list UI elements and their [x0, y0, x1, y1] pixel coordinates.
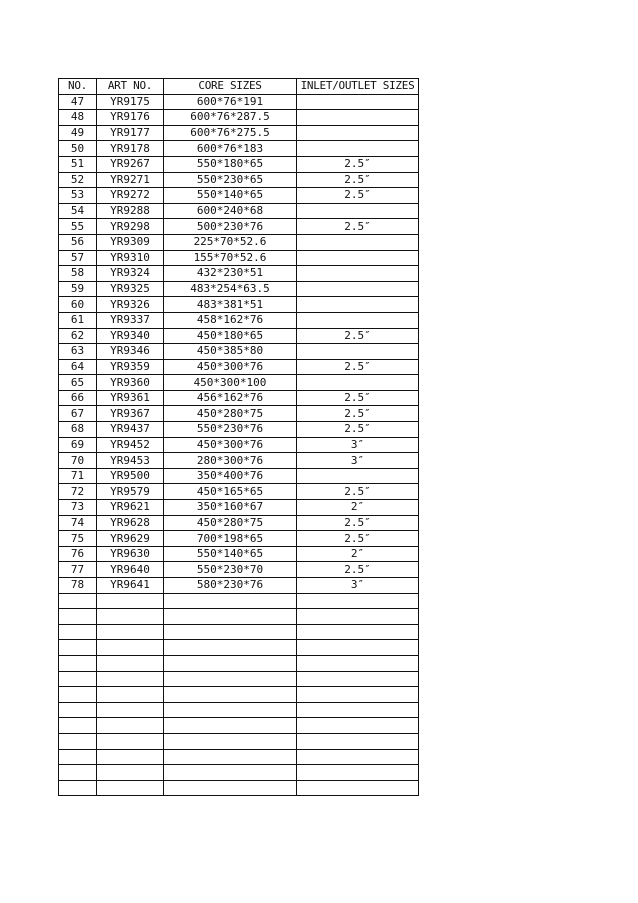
cell-art-no: YR9298 [97, 219, 164, 235]
table-row [59, 500, 419, 516]
cell-inlet-outlet-sizes [297, 312, 419, 328]
cell-inlet-outlet-sizes [297, 141, 419, 157]
table-row [59, 546, 419, 562]
cell-art-no: YR9367 [97, 406, 164, 422]
cell-core-sizes [164, 702, 297, 718]
cell-inlet-outlet-sizes: 2.5″ [297, 422, 419, 438]
cell-no: 53 [59, 188, 97, 204]
cell-inlet-outlet-sizes [297, 671, 419, 687]
cell-inlet-outlet-sizes: 2″ [297, 546, 419, 562]
cell-inlet-outlet-sizes [297, 655, 419, 671]
cell-inlet-outlet-sizes: 2.5″ [297, 172, 419, 188]
cell-core-sizes: 225*70*52.6 [164, 234, 297, 250]
cell-inlet-outlet-sizes [297, 375, 419, 391]
table-row [59, 188, 419, 204]
cell-art-no: YR9346 [97, 344, 164, 360]
table-row [59, 203, 419, 219]
table-row [59, 219, 419, 235]
cell-art-no [97, 655, 164, 671]
table-row [59, 578, 419, 594]
cell-inlet-outlet-sizes [297, 344, 419, 360]
cell-core-sizes: 550*180*65 [164, 156, 297, 172]
cell-inlet-outlet-sizes: 2″ [297, 500, 419, 516]
cell-art-no: YR9340 [97, 328, 164, 344]
cell-no: 72 [59, 484, 97, 500]
cell-no: 61 [59, 312, 97, 328]
cell-art-no [97, 593, 164, 609]
header-art-no: ART NO. [97, 79, 164, 95]
table-row [59, 437, 419, 453]
cell-art-no: YR9640 [97, 562, 164, 578]
cell-no: 62 [59, 328, 97, 344]
cell-art-no: YR9500 [97, 468, 164, 484]
cell-no: 49 [59, 125, 97, 141]
cell-inlet-outlet-sizes: 2.5″ [297, 188, 419, 204]
cell-art-no: YR9437 [97, 422, 164, 438]
cell-core-sizes: 600*76*275.5 [164, 125, 297, 141]
table-header [59, 79, 419, 95]
cell-core-sizes: 600*76*191 [164, 94, 297, 110]
cell-art-no [97, 702, 164, 718]
table-row [59, 749, 419, 765]
cell-core-sizes: 550*140*65 [164, 188, 297, 204]
cell-core-sizes: 550*230*70 [164, 562, 297, 578]
cell-inlet-outlet-sizes: 2.5″ [297, 531, 419, 547]
cell-core-sizes [164, 687, 297, 703]
cell-inlet-outlet-sizes [297, 266, 419, 282]
cell-art-no: YR9175 [97, 94, 164, 110]
cell-inlet-outlet-sizes [297, 765, 419, 781]
cell-inlet-outlet-sizes: 3″ [297, 453, 419, 469]
cell-art-no: YR9324 [97, 266, 164, 282]
cell-art-no: YR9361 [97, 390, 164, 406]
table-row [59, 484, 419, 500]
cell-art-no [97, 687, 164, 703]
table-row [59, 655, 419, 671]
cell-core-sizes: 450*385*80 [164, 344, 297, 360]
cell-inlet-outlet-sizes: 2.5″ [297, 359, 419, 375]
table-row [59, 687, 419, 703]
table-row [59, 359, 419, 375]
cell-art-no: YR9621 [97, 500, 164, 516]
table-row [59, 328, 419, 344]
cell-no: 54 [59, 203, 97, 219]
cell-art-no: YR9325 [97, 281, 164, 297]
cell-core-sizes: 600*240*68 [164, 203, 297, 219]
cell-core-sizes: 600*76*287.5 [164, 110, 297, 126]
table-row [59, 390, 419, 406]
spec-table [58, 78, 419, 796]
cell-no: 52 [59, 172, 97, 188]
table-row [59, 281, 419, 297]
cell-art-no: YR9579 [97, 484, 164, 500]
header-no: NO. [59, 79, 97, 95]
table-row [59, 406, 419, 422]
table-row [59, 531, 419, 547]
table-row [59, 125, 419, 141]
cell-no: 73 [59, 500, 97, 516]
cell-art-no: YR9629 [97, 531, 164, 547]
table-row [59, 671, 419, 687]
cell-core-sizes: 456*162*76 [164, 390, 297, 406]
cell-no: 60 [59, 297, 97, 313]
table-row [59, 780, 419, 796]
cell-art-no: YR9267 [97, 156, 164, 172]
cell-core-sizes: 580*230*76 [164, 578, 297, 594]
table-row [59, 593, 419, 609]
cell-art-no [97, 609, 164, 625]
cell-art-no [97, 718, 164, 734]
cell-no: 65 [59, 375, 97, 391]
cell-art-no: YR9310 [97, 250, 164, 266]
table-row [59, 141, 419, 157]
cell-inlet-outlet-sizes [297, 297, 419, 313]
cell-inlet-outlet-sizes [297, 749, 419, 765]
table-row [59, 110, 419, 126]
cell-art-no [97, 765, 164, 781]
cell-art-no: YR9176 [97, 110, 164, 126]
cell-art-no: YR9337 [97, 312, 164, 328]
cell-art-no [97, 624, 164, 640]
cell-inlet-outlet-sizes: 2.5″ [297, 390, 419, 406]
cell-no [59, 733, 97, 749]
cell-inlet-outlet-sizes: 2.5″ [297, 406, 419, 422]
cell-inlet-outlet-sizes: 2.5″ [297, 484, 419, 500]
table-row [59, 344, 419, 360]
table-row [59, 453, 419, 469]
cell-core-sizes: 500*230*76 [164, 219, 297, 235]
cell-core-sizes [164, 624, 297, 640]
cell-inlet-outlet-sizes: 2.5″ [297, 515, 419, 531]
cell-inlet-outlet-sizes: 2.5″ [297, 328, 419, 344]
table-body [59, 94, 419, 796]
cell-inlet-outlet-sizes [297, 125, 419, 141]
table-row [59, 234, 419, 250]
cell-inlet-outlet-sizes [297, 110, 419, 126]
cell-art-no: YR9309 [97, 234, 164, 250]
cell-art-no: YR9359 [97, 359, 164, 375]
cell-no [59, 702, 97, 718]
cell-inlet-outlet-sizes [297, 593, 419, 609]
cell-core-sizes [164, 609, 297, 625]
table-row [59, 468, 419, 484]
cell-no [59, 718, 97, 734]
cell-core-sizes: 550*230*76 [164, 422, 297, 438]
cell-no: 63 [59, 344, 97, 360]
cell-art-no: YR9271 [97, 172, 164, 188]
cell-no: 51 [59, 156, 97, 172]
cell-core-sizes [164, 780, 297, 796]
cell-no: 56 [59, 234, 97, 250]
cell-core-sizes [164, 655, 297, 671]
cell-no: 59 [59, 281, 97, 297]
cell-art-no: YR9453 [97, 453, 164, 469]
cell-art-no [97, 749, 164, 765]
table-row [59, 515, 419, 531]
cell-core-sizes: 450*165*65 [164, 484, 297, 500]
cell-inlet-outlet-sizes: 2.5″ [297, 156, 419, 172]
cell-core-sizes: 155*70*52.6 [164, 250, 297, 266]
cell-no: 74 [59, 515, 97, 531]
cell-no: 69 [59, 437, 97, 453]
table-row [59, 297, 419, 313]
table-row [59, 156, 419, 172]
cell-art-no: YR9630 [97, 546, 164, 562]
cell-core-sizes [164, 671, 297, 687]
cell-no: 57 [59, 250, 97, 266]
cell-no: 68 [59, 422, 97, 438]
cell-no [59, 640, 97, 656]
cell-no: 75 [59, 531, 97, 547]
cell-no: 58 [59, 266, 97, 282]
table-row [59, 250, 419, 266]
table-row [59, 718, 419, 734]
cell-core-sizes: 458*162*76 [164, 312, 297, 328]
cell-no: 78 [59, 578, 97, 594]
cell-inlet-outlet-sizes [297, 203, 419, 219]
cell-inlet-outlet-sizes: 2.5″ [297, 219, 419, 235]
cell-core-sizes [164, 749, 297, 765]
cell-core-sizes [164, 718, 297, 734]
cell-core-sizes: 432*230*51 [164, 266, 297, 282]
cell-art-no: YR9326 [97, 297, 164, 313]
cell-core-sizes [164, 593, 297, 609]
cell-no: 67 [59, 406, 97, 422]
cell-inlet-outlet-sizes [297, 687, 419, 703]
cell-no [59, 609, 97, 625]
cell-core-sizes: 450*300*76 [164, 437, 297, 453]
cell-no [59, 593, 97, 609]
cell-no: 47 [59, 94, 97, 110]
cell-no: 55 [59, 219, 97, 235]
cell-no [59, 765, 97, 781]
cell-core-sizes: 600*76*183 [164, 141, 297, 157]
cell-inlet-outlet-sizes [297, 780, 419, 796]
cell-core-sizes: 450*280*75 [164, 406, 297, 422]
cell-core-sizes: 280*300*76 [164, 453, 297, 469]
cell-core-sizes [164, 733, 297, 749]
cell-no: 70 [59, 453, 97, 469]
cell-no: 64 [59, 359, 97, 375]
cell-inlet-outlet-sizes [297, 468, 419, 484]
cell-no: 77 [59, 562, 97, 578]
header-inlet-outlet-sizes: INLET/OUTLET SIZES [297, 79, 419, 95]
cell-art-no [97, 780, 164, 796]
cell-inlet-outlet-sizes: 2.5″ [297, 562, 419, 578]
cell-inlet-outlet-sizes [297, 733, 419, 749]
cell-no: 76 [59, 546, 97, 562]
table-row [59, 172, 419, 188]
cell-inlet-outlet-sizes [297, 281, 419, 297]
cell-no [59, 655, 97, 671]
table-row [59, 765, 419, 781]
table-row [59, 266, 419, 282]
cell-core-sizes [164, 765, 297, 781]
cell-inlet-outlet-sizes [297, 702, 419, 718]
cell-core-sizes [164, 640, 297, 656]
cell-no [59, 624, 97, 640]
cell-core-sizes: 450*180*65 [164, 328, 297, 344]
table-row [59, 422, 419, 438]
cell-art-no: YR9272 [97, 188, 164, 204]
table-row [59, 640, 419, 656]
cell-no [59, 671, 97, 687]
cell-core-sizes: 483*381*51 [164, 297, 297, 313]
cell-art-no [97, 640, 164, 656]
table-row [59, 624, 419, 640]
cell-no [59, 780, 97, 796]
cell-art-no [97, 733, 164, 749]
cell-inlet-outlet-sizes [297, 609, 419, 625]
table-row [59, 702, 419, 718]
cell-core-sizes: 483*254*63.5 [164, 281, 297, 297]
cell-core-sizes: 700*198*65 [164, 531, 297, 547]
cell-no: 66 [59, 390, 97, 406]
cell-art-no: YR9177 [97, 125, 164, 141]
cell-inlet-outlet-sizes [297, 640, 419, 656]
cell-core-sizes: 350*400*76 [164, 468, 297, 484]
cell-inlet-outlet-sizes [297, 234, 419, 250]
cell-art-no: YR9628 [97, 515, 164, 531]
cell-core-sizes: 450*280*75 [164, 515, 297, 531]
cell-no: 48 [59, 110, 97, 126]
cell-inlet-outlet-sizes [297, 624, 419, 640]
cell-art-no: YR9641 [97, 578, 164, 594]
table-row [59, 609, 419, 625]
cell-art-no: YR9288 [97, 203, 164, 219]
cell-no [59, 687, 97, 703]
cell-inlet-outlet-sizes [297, 250, 419, 266]
cell-inlet-outlet-sizes [297, 718, 419, 734]
cell-core-sizes: 450*300*100 [164, 375, 297, 391]
cell-art-no [97, 671, 164, 687]
table-row [59, 375, 419, 391]
header-row [59, 79, 419, 95]
table-row [59, 733, 419, 749]
cell-no: 50 [59, 141, 97, 157]
table-row [59, 562, 419, 578]
cell-inlet-outlet-sizes [297, 94, 419, 110]
cell-core-sizes: 350*160*67 [164, 500, 297, 516]
table-row [59, 94, 419, 110]
cell-inlet-outlet-sizes: 3″ [297, 437, 419, 453]
cell-art-no: YR9360 [97, 375, 164, 391]
cell-no [59, 749, 97, 765]
cell-art-no: YR9452 [97, 437, 164, 453]
header-core-sizes: CORE SIZES [164, 79, 297, 95]
cell-no: 71 [59, 468, 97, 484]
cell-core-sizes: 550*230*65 [164, 172, 297, 188]
cell-art-no: YR9178 [97, 141, 164, 157]
cell-core-sizes: 450*300*76 [164, 359, 297, 375]
table-row [59, 312, 419, 328]
cell-core-sizes: 550*140*65 [164, 546, 297, 562]
cell-inlet-outlet-sizes: 3″ [297, 578, 419, 594]
